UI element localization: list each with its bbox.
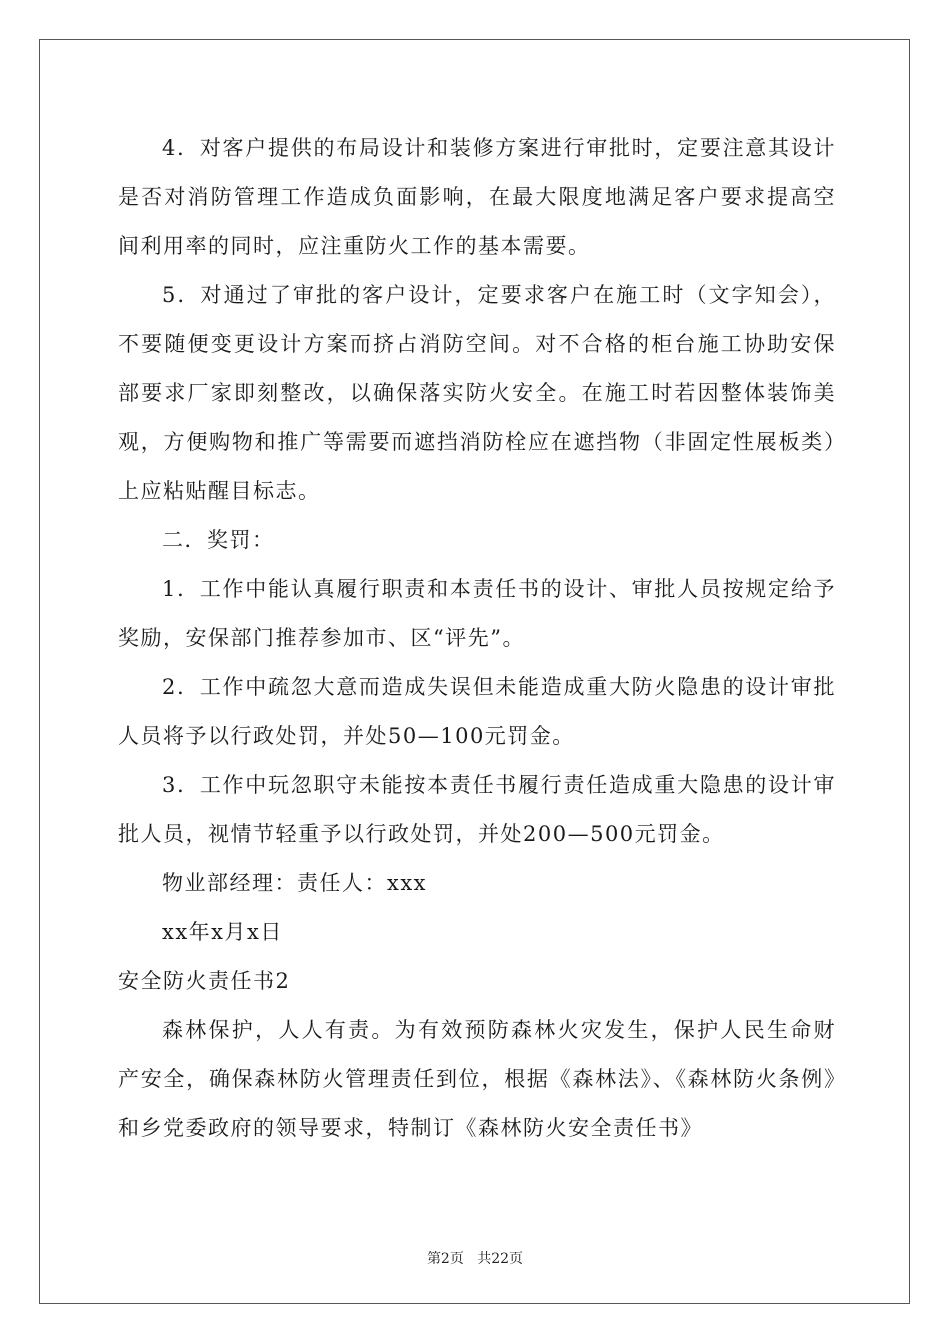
section-intro-paragraph: 森林保护，人人有责。为有效预防森林火灾发生，保护人民生命财产安全，确保森林防火管理责任到位，根据《森林法》、《森林防火条例》和乡党委政府的领导要求，特制订《森林防火安全责任书》 bbox=[118, 1018, 836, 1140]
signature-line: 物业部经理：责任人：xxx bbox=[162, 871, 428, 895]
document-body bbox=[118, 124, 836, 1153]
section-title: 安全防火责任书2 bbox=[118, 969, 291, 993]
date-line: xx年x月x日 bbox=[162, 920, 283, 944]
section-heading-rewards: 二．奖罚： bbox=[162, 528, 275, 552]
paragraph-reward-1: 1．工作中能认真履行职责和本责任书的设计、审批人员按规定给予奖励，安保部门推荐参加市、区“评先”。 bbox=[118, 577, 836, 650]
total-pages: 共22页 bbox=[477, 1251, 524, 1267]
page-footer bbox=[0, 1248, 950, 1268]
page-number: 第2页 bbox=[426, 1251, 464, 1267]
paragraph-penalty-3: 3．工作中玩忽职守未能按本责任书履行责任造成重大隐患的设计审批人员，视情节轻重予以行政处罚，并处200—500元罚金。 bbox=[118, 773, 836, 846]
paragraph-penalty-2: 2．工作中疏忽大意而造成失误但未能造成重大防火隐患的设计审批人员将予以行政处罚，并处50—100元罚金。 bbox=[118, 675, 836, 748]
paragraph-item-4: 4．对客户提供的布局设计和装修方案进行审批时，定要注意其设计是否对消防管理工作造成负面影响，在最大限度地满足客户要求提高空间利用率的同时，应注重防火工作的基本需要。 bbox=[118, 136, 836, 258]
paragraph-item-5: 5．对通过了审批的客户设计，定要求客户在施工时（文字知会），不要随便变更设计方案而挤占消防空间。对不合格的柜台施工协助安保部要求厂家即刻整改，以确保落实防火安全。在施工时若因整体装饰美观，方便购物和推广等需要而遮挡消防栓应在遮挡物（非固定性展板类）上应粘贴醒目标志。 bbox=[118, 283, 836, 503]
